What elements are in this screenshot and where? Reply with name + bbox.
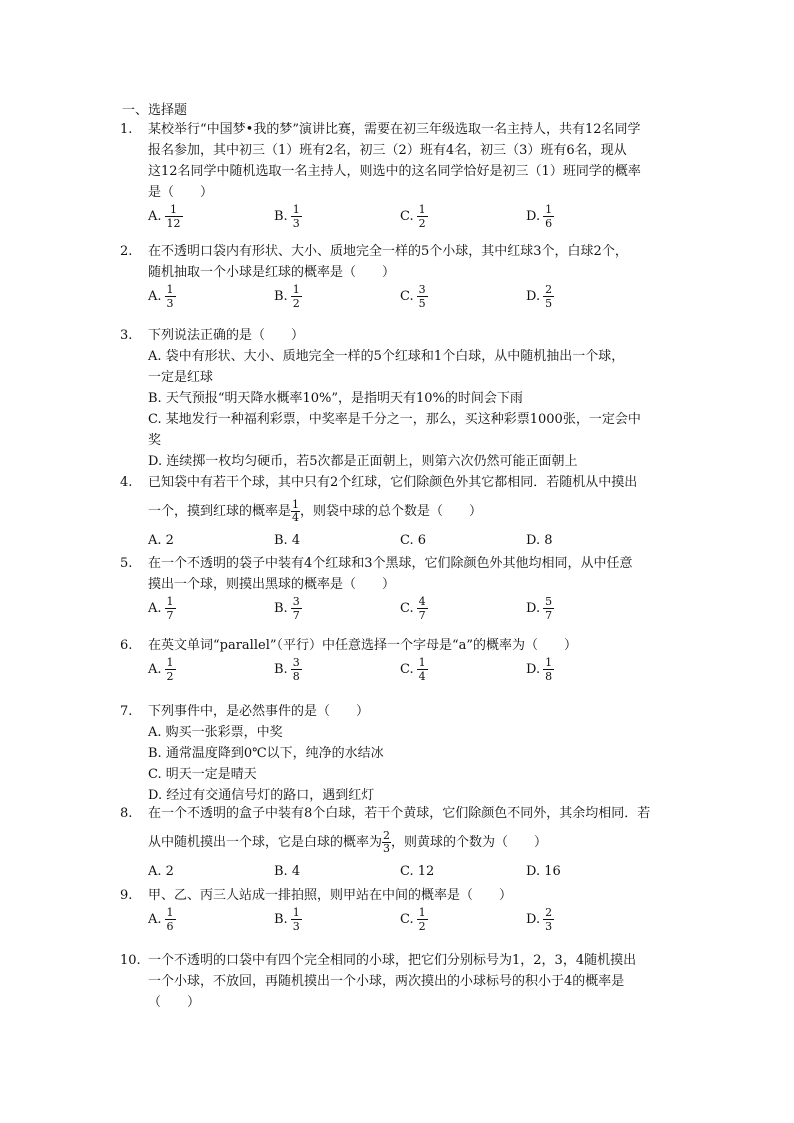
option-fraction — [417, 906, 428, 933]
question-number: 5. — [120, 556, 133, 571]
option-label: C. — [400, 289, 414, 304]
question-number: 7. — [120, 704, 133, 719]
option-fraction — [417, 656, 428, 683]
option-fraction — [165, 656, 176, 683]
question-number: 3. — [120, 328, 133, 343]
option-fraction — [543, 906, 554, 933]
fraction-denominator: 2 — [418, 217, 426, 230]
option-b: B. 4 — [274, 533, 301, 548]
question-body — [148, 119, 690, 203]
answer-options — [148, 906, 690, 946]
question-body — [148, 885, 690, 906]
question-text-line: 一个小球，不放回，再随机摸出一个小球，两次摸出的小球标号的积小于4的概率是 — [148, 974, 625, 989]
fraction-denominator: 2 — [292, 297, 300, 310]
fraction-denominator: 4 — [418, 670, 426, 683]
option-fraction — [543, 656, 554, 683]
option-label: D. — [526, 289, 541, 304]
fraction-numerator: 1 — [545, 656, 553, 669]
fraction-numerator: 1 — [292, 906, 300, 919]
option-c — [400, 283, 428, 310]
inline-fraction — [382, 830, 391, 855]
question-text-line: 下列说法正确的是（ ） — [148, 328, 305, 343]
option-a: A. 2 — [148, 864, 174, 879]
fraction-numerator: 1 — [165, 203, 183, 217]
option-d — [526, 906, 554, 933]
question-7 — [120, 701, 690, 806]
question-text-line: B. 天气预报“明天降水概率10%”，是指明天有10%的时间会下雨 — [148, 391, 523, 406]
answer-options — [148, 203, 690, 243]
option-c — [400, 595, 428, 622]
question-10 — [120, 950, 690, 1013]
option-c: C. 12 — [400, 864, 435, 879]
option-c: C. 6 — [400, 533, 427, 548]
option-label: C. — [400, 662, 414, 677]
option-fraction — [165, 595, 176, 622]
option-b — [274, 595, 302, 622]
fraction-numerator: 1 — [418, 906, 426, 919]
question-6 — [120, 635, 690, 696]
option-c — [400, 203, 428, 230]
question-text-line — [148, 499, 690, 524]
option-c — [400, 656, 428, 683]
answer-options — [148, 595, 690, 635]
question-text-line: 这12名同学中随机选取一名主持人，则选中的这名同学恰好是初三（1）班同学的概率 — [148, 164, 641, 179]
question-body — [148, 950, 690, 1013]
option-a — [148, 595, 176, 622]
fraction-numerator: 1 — [545, 203, 553, 216]
question-text-line: 奖 — [148, 433, 162, 448]
fraction-denominator: 7 — [166, 609, 174, 622]
question-5 — [120, 553, 690, 635]
question-number: 1. — [120, 122, 133, 137]
option-a — [148, 283, 176, 310]
fraction-numerator: 1 — [418, 203, 426, 216]
question-text-line: 报名参加，其中初三（1）班有2名，初三（2）班有4名，初三（3）班有6名，现从 — [148, 143, 627, 158]
fraction-numerator: 3 — [292, 595, 300, 608]
option-a — [148, 203, 183, 230]
question-body — [148, 241, 690, 283]
option-b — [274, 906, 302, 933]
question-body — [148, 701, 690, 806]
fraction-denominator: 5 — [545, 297, 553, 310]
option-label: A. — [148, 209, 162, 224]
fraction-numerator: 1 — [418, 656, 426, 669]
answer-options — [148, 861, 690, 882]
fraction-denominator: 6 — [545, 217, 553, 230]
question-text-line: 在一个不透明的盒子中装有8个白球，若干个黄球，它们除颜色不同外，其余均相同．若 — [148, 806, 651, 821]
fraction-numerator: 2 — [383, 829, 391, 842]
question-number: 4. — [120, 475, 133, 490]
option-d — [526, 203, 554, 230]
question-text-line: 一个不透明的口袋中有四个完全相同的小球，把它们分别标号为1，2，3，4随机摸出 — [148, 953, 637, 968]
option-label: D. — [526, 912, 541, 927]
option-a — [148, 656, 176, 683]
fraction-numerator: 2 — [545, 906, 553, 919]
question-text-line: 下列事件中，是必然事件的是（ ） — [148, 704, 370, 719]
question-number: 9. — [120, 888, 133, 903]
option-label: D. — [526, 601, 541, 616]
fraction-denominator: 3 — [292, 920, 300, 933]
fraction-numerator: 1 — [166, 595, 174, 608]
fraction-denominator: 3 — [292, 217, 300, 230]
question-text-line: 某校举行“中国梦•我的梦”演讲比赛，需要在初三年级选取一名主持人，共有12名同学 — [148, 122, 641, 137]
option-label: A. — [148, 662, 162, 677]
question-text-line: C. 明天一定是晴天 — [148, 767, 257, 782]
option-label: D. — [526, 662, 541, 677]
option-fraction — [291, 595, 302, 622]
option-c — [400, 906, 428, 933]
fraction-denominator: 3 — [545, 920, 553, 933]
fraction-numerator: 4 — [418, 595, 426, 608]
question-text-line: 已知袋中有若干个球，其中只有2个红球，它们除颜色外其它都相同．若随机从中摸出 — [148, 475, 638, 490]
option-a — [148, 906, 176, 933]
fraction-denominator: 2 — [166, 670, 174, 683]
question-number: 2. — [120, 244, 133, 259]
option-label: A. — [148, 601, 162, 616]
question-3 — [120, 325, 690, 472]
question-text-line: C. 某地发行一种福利彩票，中奖率是千分之一，那么，买这种彩票1000张，一定会中 — [148, 412, 641, 427]
option-fraction — [165, 203, 183, 230]
text-segment: ，则袋中球的总个数是（ ） — [300, 504, 483, 519]
inline-fraction — [291, 499, 300, 524]
option-b — [274, 203, 302, 230]
fraction-numerator: 1 — [166, 906, 174, 919]
question-body — [148, 553, 690, 595]
option-d: D. 8 — [526, 533, 553, 548]
fraction-denominator: 8 — [545, 670, 553, 683]
question-body — [148, 635, 690, 656]
option-fraction — [291, 656, 302, 683]
fraction-denominator: 4 — [292, 511, 300, 524]
fraction-numerator: 1 — [292, 498, 300, 511]
option-label: C. — [400, 912, 414, 927]
question-number: 8. — [120, 806, 133, 821]
option-fraction — [417, 203, 428, 230]
question-body — [148, 803, 690, 855]
question-1 — [120, 119, 690, 243]
question-text-line: D. 连续掷一枚均匀硬币，若5次都是正面朝上，则第六次仍然可能正面朝上 — [148, 454, 578, 469]
option-fraction — [417, 283, 428, 310]
fraction-denominator: 6 — [166, 920, 174, 933]
fraction-numerator: 3 — [418, 283, 426, 296]
question-text-line: 摸出一个球，则摸出黑球的概率是（ ） — [148, 577, 396, 592]
option-label: B. — [274, 912, 288, 927]
option-d — [526, 595, 554, 622]
question-4 — [120, 472, 690, 551]
question-number: 10. — [120, 953, 141, 968]
text-segment: 一个，摸到红球的概率是 — [148, 504, 292, 519]
option-label: B. — [274, 662, 288, 677]
fraction-denominator: 3 — [166, 297, 174, 310]
option-label: B. — [274, 601, 288, 616]
option-b — [274, 283, 302, 310]
fraction-denominator: 3 — [383, 842, 391, 855]
question-text-line: B. 通常温度降到0℃以下，纯净的水结冰 — [148, 746, 384, 761]
option-label: A. — [148, 912, 162, 927]
fraction-numerator: 1 — [292, 283, 300, 296]
question-text-line — [148, 830, 690, 855]
option-b: B. 4 — [274, 864, 301, 879]
option-label: C. — [400, 601, 414, 616]
option-fraction — [543, 283, 554, 310]
option-label: B. — [274, 209, 288, 224]
option-fraction — [543, 595, 554, 622]
fraction-denominator: 12 — [166, 217, 181, 230]
question-text-line: 随机抽取一个小球是红球的概率是（ ） — [148, 265, 396, 280]
option-label: B. — [274, 289, 288, 304]
text-segment: 从中随机摸出一个球，它是白球的概率为 — [148, 835, 383, 850]
question-text-line: A. 袋中有形状、大小、质地完全一样的5个红球和1个白球，从中随机抽出一个球， — [148, 349, 625, 364]
question-number: 6. — [120, 638, 133, 653]
question-text-line: 一定是红球 — [148, 370, 214, 385]
option-fraction — [291, 283, 302, 310]
question-text-line: A. 购买一张彩票，中奖 — [148, 725, 283, 740]
option-fraction — [543, 203, 554, 230]
option-a: A. 2 — [148, 533, 174, 548]
question-text-line: 在英文单词“parallel”（平行）中任意选择一个字母是“a”的概率为（ ） — [148, 638, 578, 653]
option-fraction — [291, 203, 302, 230]
fraction-numerator: 2 — [545, 283, 553, 296]
question-text-line: 在一个不透明的袋子中装有4个红球和3个黑球，它们除颜色外其他均相同，从中任意 — [148, 556, 633, 571]
answer-options — [148, 530, 690, 551]
question-2 — [120, 241, 690, 323]
option-d: D. 16 — [526, 864, 561, 879]
fraction-denominator: 5 — [418, 297, 426, 310]
option-d — [526, 656, 554, 683]
fraction-denominator: 7 — [292, 609, 300, 622]
fraction-numerator: 5 — [545, 595, 553, 608]
fraction-numerator: 3 — [292, 656, 300, 669]
fraction-denominator: 2 — [418, 920, 426, 933]
option-label: A. — [148, 289, 162, 304]
fraction-denominator: 7 — [545, 609, 553, 622]
question-text-line: D. 经过有交通信号灯的路口，遇到红灯 — [148, 788, 375, 803]
question-text-line: 在不透明口袋内有形状、大小、质地完全一样的5个小球，其中红球3个，白球2个， — [148, 244, 628, 259]
fraction-numerator: 1 — [166, 283, 174, 296]
question-body — [148, 472, 690, 524]
question-text-line: （ ） — [148, 995, 201, 1010]
answer-options — [148, 656, 690, 696]
question-9 — [120, 885, 690, 946]
option-fraction — [165, 283, 176, 310]
question-text-line: 甲、乙、丙三人站成一排拍照，则甲站在中间的概率是（ ） — [148, 888, 513, 903]
section-title: 一、选择题 — [122, 103, 188, 118]
option-label: D. — [526, 209, 541, 224]
option-fraction — [417, 595, 428, 622]
question-text-line: 是（ ） — [148, 185, 214, 200]
fraction-denominator: 7 — [418, 609, 426, 622]
option-d — [526, 283, 554, 310]
question-body — [148, 325, 690, 472]
option-label: C. — [400, 209, 414, 224]
option-fraction — [165, 906, 176, 933]
question-8 — [120, 803, 690, 882]
option-fraction — [291, 906, 302, 933]
fraction-numerator: 1 — [166, 656, 174, 669]
fraction-numerator: 1 — [292, 203, 300, 216]
option-b — [274, 656, 302, 683]
text-segment: ，则黄球的个数为（ ） — [391, 835, 548, 850]
fraction-denominator: 8 — [292, 670, 300, 683]
answer-options — [148, 283, 690, 323]
